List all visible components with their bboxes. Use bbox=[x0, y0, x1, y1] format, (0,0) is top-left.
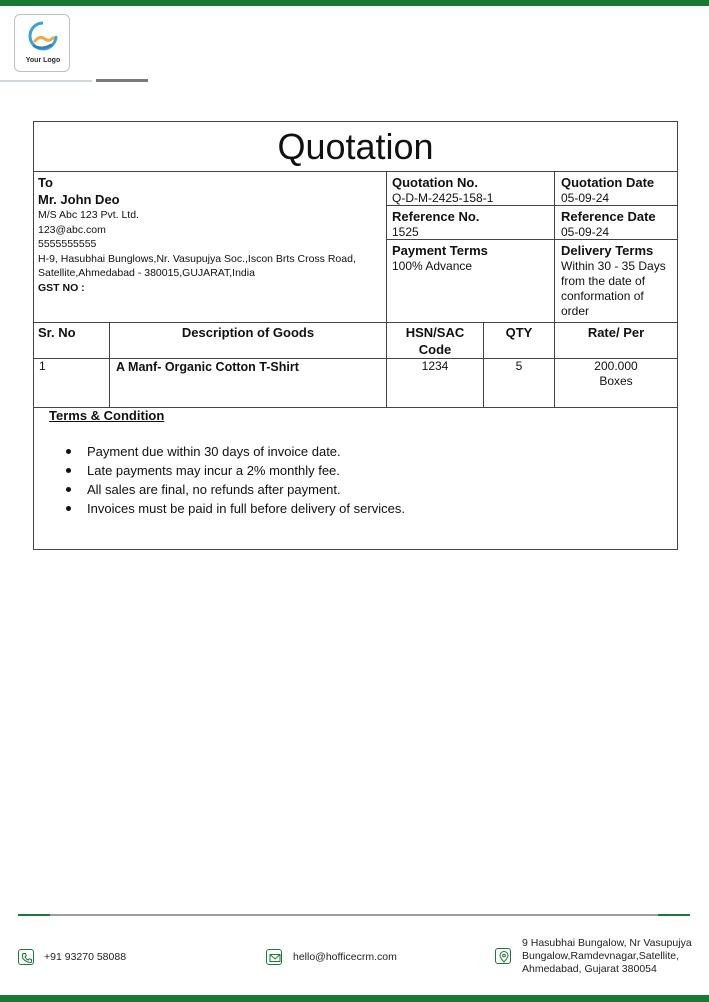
footer-address-line3: Ahmedabad, Gujarat 380054 bbox=[522, 963, 657, 975]
reference-no-cell bbox=[392, 208, 552, 240]
customer-email: 123@abc.com bbox=[38, 223, 106, 236]
quotation-no-cell bbox=[392, 174, 552, 206]
delivery-terms-value: from the date of bbox=[561, 274, 646, 288]
footer-phone[interactable]: +91 93270 58088 bbox=[44, 951, 127, 963]
gst-label: GST NO : bbox=[38, 281, 85, 294]
row-qty: 5 bbox=[515, 359, 523, 373]
col-header-description: Description of Goods bbox=[181, 325, 315, 340]
row-sr: 1 bbox=[39, 359, 46, 373]
reference-no-label: Reference No. bbox=[392, 209, 480, 224]
quotation-no-label: Quotation No. bbox=[392, 175, 478, 190]
footer-email[interactable]: hello@hofficecrm.com bbox=[293, 951, 397, 963]
customer-address-line1: H-9, Hasubhai Bunglows,Nr. Vasupujya Soc.,Iscon Brts Cross Road, bbox=[38, 252, 356, 265]
phone-icon bbox=[18, 949, 34, 965]
col-header-rate: Rate/ Per bbox=[587, 325, 645, 340]
reference-date-value: 05-09-24 bbox=[561, 225, 610, 239]
location-pin-icon bbox=[495, 948, 511, 964]
row-hsn: 1234 bbox=[421, 359, 449, 373]
terms-title: Terms & Condition bbox=[49, 408, 165, 423]
customer-company: M/S Abc 123 Pvt. Ltd. bbox=[38, 209, 139, 221]
logo-text: Your Logo bbox=[25, 57, 61, 64]
row-rate bbox=[555, 359, 677, 389]
list-item: Late payments may incur a 2% monthly fee. bbox=[63, 461, 405, 480]
divider bbox=[386, 172, 387, 322]
quotation-date-value: 05-09-24 bbox=[561, 191, 610, 205]
payment-terms-cell bbox=[392, 242, 552, 274]
delivery-terms-label: Delivery Terms bbox=[561, 243, 654, 258]
payment-terms-label: Payment Terms bbox=[392, 243, 488, 258]
top-accent-bar bbox=[0, 0, 709, 6]
page-title: Quotation bbox=[34, 122, 677, 172]
mail-icon bbox=[266, 949, 282, 965]
list-item: Payment due within 30 days of invoice date. bbox=[63, 442, 405, 461]
payment-terms-value: 100% Advance bbox=[392, 259, 473, 273]
col-header-hsn-line1: HSN/SAC bbox=[405, 325, 465, 340]
col-header-hsn bbox=[387, 324, 483, 358]
quotation-sheet bbox=[33, 121, 678, 550]
logo-mark-icon bbox=[28, 21, 58, 55]
header-divider-accent bbox=[96, 79, 148, 82]
col-header-qty: QTY bbox=[505, 325, 533, 340]
footer-divider bbox=[18, 914, 690, 916]
col-header-sr: Sr. No bbox=[38, 325, 76, 340]
delivery-terms-value: order bbox=[561, 304, 590, 318]
company-logo bbox=[14, 14, 70, 72]
footer-address-line2: Bungalow,Ramdevnagar,Satellite, bbox=[522, 950, 680, 962]
to-label: To bbox=[38, 175, 53, 190]
customer-name: Mr. John Deo bbox=[38, 192, 120, 207]
delivery-terms-value: Within 30 - 35 Days bbox=[561, 259, 666, 273]
row-rate-unit: Boxes bbox=[599, 374, 633, 388]
footer-address-line1: 9 Hasubhai Bungalow, Nr Vasupujya bbox=[522, 937, 692, 949]
footer-address bbox=[522, 937, 692, 976]
bill-to-block bbox=[38, 174, 383, 295]
divider bbox=[554, 172, 555, 322]
reference-date-label: Reference Date bbox=[561, 209, 656, 224]
delivery-terms-value: conformation of bbox=[561, 289, 644, 303]
list-item: Invoices must be paid in full before delivery of services. bbox=[63, 499, 405, 518]
quotation-no-value: Q-D-M-2425-158-1 bbox=[392, 191, 494, 205]
reference-date-cell bbox=[561, 208, 676, 240]
row-description: A Manf- Organic Cotton T-Shirt bbox=[116, 360, 299, 374]
divider bbox=[34, 322, 677, 323]
customer-address-line2: Satellite,Ahmedabad - 380015,GUJARAT,India bbox=[38, 267, 255, 279]
quotation-date-cell bbox=[561, 174, 676, 206]
terms-list bbox=[63, 442, 405, 518]
customer-phone: 5555555555 bbox=[38, 238, 97, 250]
reference-no-value: 1525 bbox=[392, 225, 419, 239]
quotation-date-label: Quotation Date bbox=[561, 175, 655, 190]
row-rate-value: 200.000 bbox=[594, 359, 638, 373]
col-header-hsn-line2: Code bbox=[418, 342, 452, 357]
header-divider bbox=[0, 80, 92, 82]
delivery-terms-cell bbox=[561, 242, 676, 319]
bottom-accent-bar bbox=[0, 995, 709, 1002]
list-item: All sales are final, no refunds after payment. bbox=[63, 480, 405, 499]
